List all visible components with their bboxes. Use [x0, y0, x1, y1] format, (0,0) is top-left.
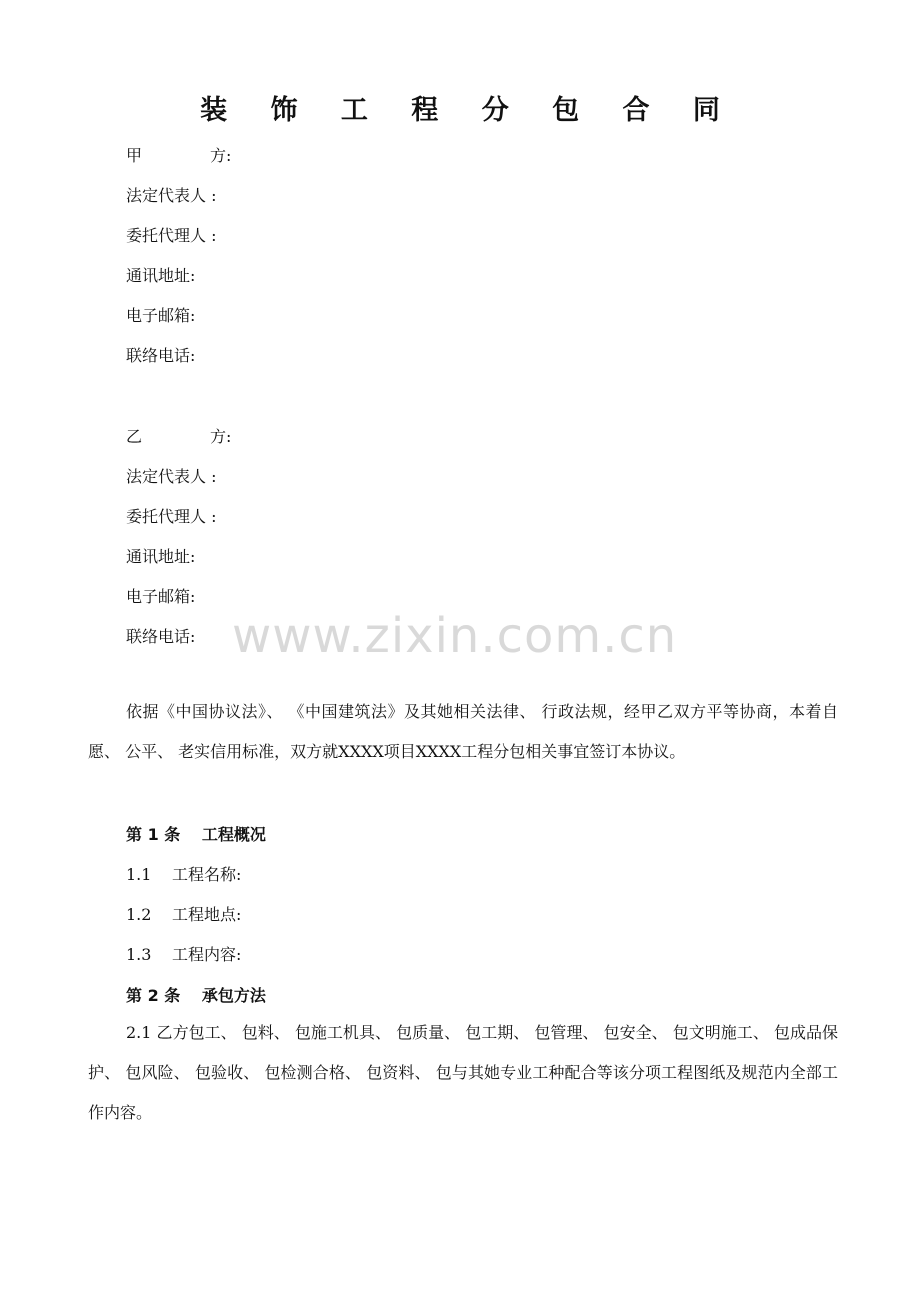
item-label: 工程内容: [172, 945, 242, 964]
party-a-phone: 联络电话: [126, 346, 196, 365]
item-label: 工程名称: [172, 865, 242, 884]
article-1-item [126, 862, 241, 885]
party-b-email: 电子邮箱: [126, 587, 196, 606]
party-b-label: 乙 [126, 427, 143, 446]
article-1-heading: 第 1 条 工程概况 [126, 825, 266, 844]
item-number: 1.3 [126, 945, 152, 964]
party-a-legal-rep: 法定代表人 : [126, 186, 217, 205]
party-a-suffix: 方: [210, 146, 232, 165]
party-a-email: 电子邮箱: [126, 306, 196, 325]
party-b-address: 通讯地址: [126, 547, 196, 566]
item-label: 工程地点: [172, 905, 242, 924]
party-b-phone: 联络电话: [126, 627, 196, 646]
article-1-item [126, 942, 241, 965]
intro-paragraph: 依据《中国协议法》、 《中国建筑法》及其她相关法律、 行政法规，经甲乙双方平等协商，本着自愿、 公平、 老实信用标准，双方就XXXX项目XXXX工程分包相关事宜签订本协议。 [88, 702, 838, 761]
article-2-heading: 第 2 条 承包方法 [126, 986, 266, 1005]
party-a-address: 通讯地址: [126, 266, 196, 285]
party-a-label: 甲 [126, 146, 143, 165]
document-title: 装 饰 工 程 分 包 合 同 [200, 95, 737, 126]
article-1-item [126, 902, 241, 925]
party-b-agent: 委托代理人 : [126, 507, 217, 526]
item-number: 1.1 [126, 865, 152, 884]
item-number: 1.2 [126, 905, 152, 924]
party-b-line [126, 424, 231, 447]
watermark: www.zixin.com.cn [232, 608, 678, 664]
party-b-suffix: 方: [210, 427, 232, 446]
article-2-paragraph: 2.1 乙方包工、 包料、 包施工机具、 包质量、 包工期、 包管理、 包安全、 包文明施工、 包成品保护、 包风险、 包验收、 包检测合格、 包资料、 包与其她专业工种配合等该分项工程图纸及规范内全部工作内容。 [88, 1023, 838, 1122]
party-a-agent: 委托代理人 : [126, 226, 217, 245]
party-a-line [126, 143, 231, 166]
party-b-legal-rep: 法定代表人 : [126, 467, 217, 486]
